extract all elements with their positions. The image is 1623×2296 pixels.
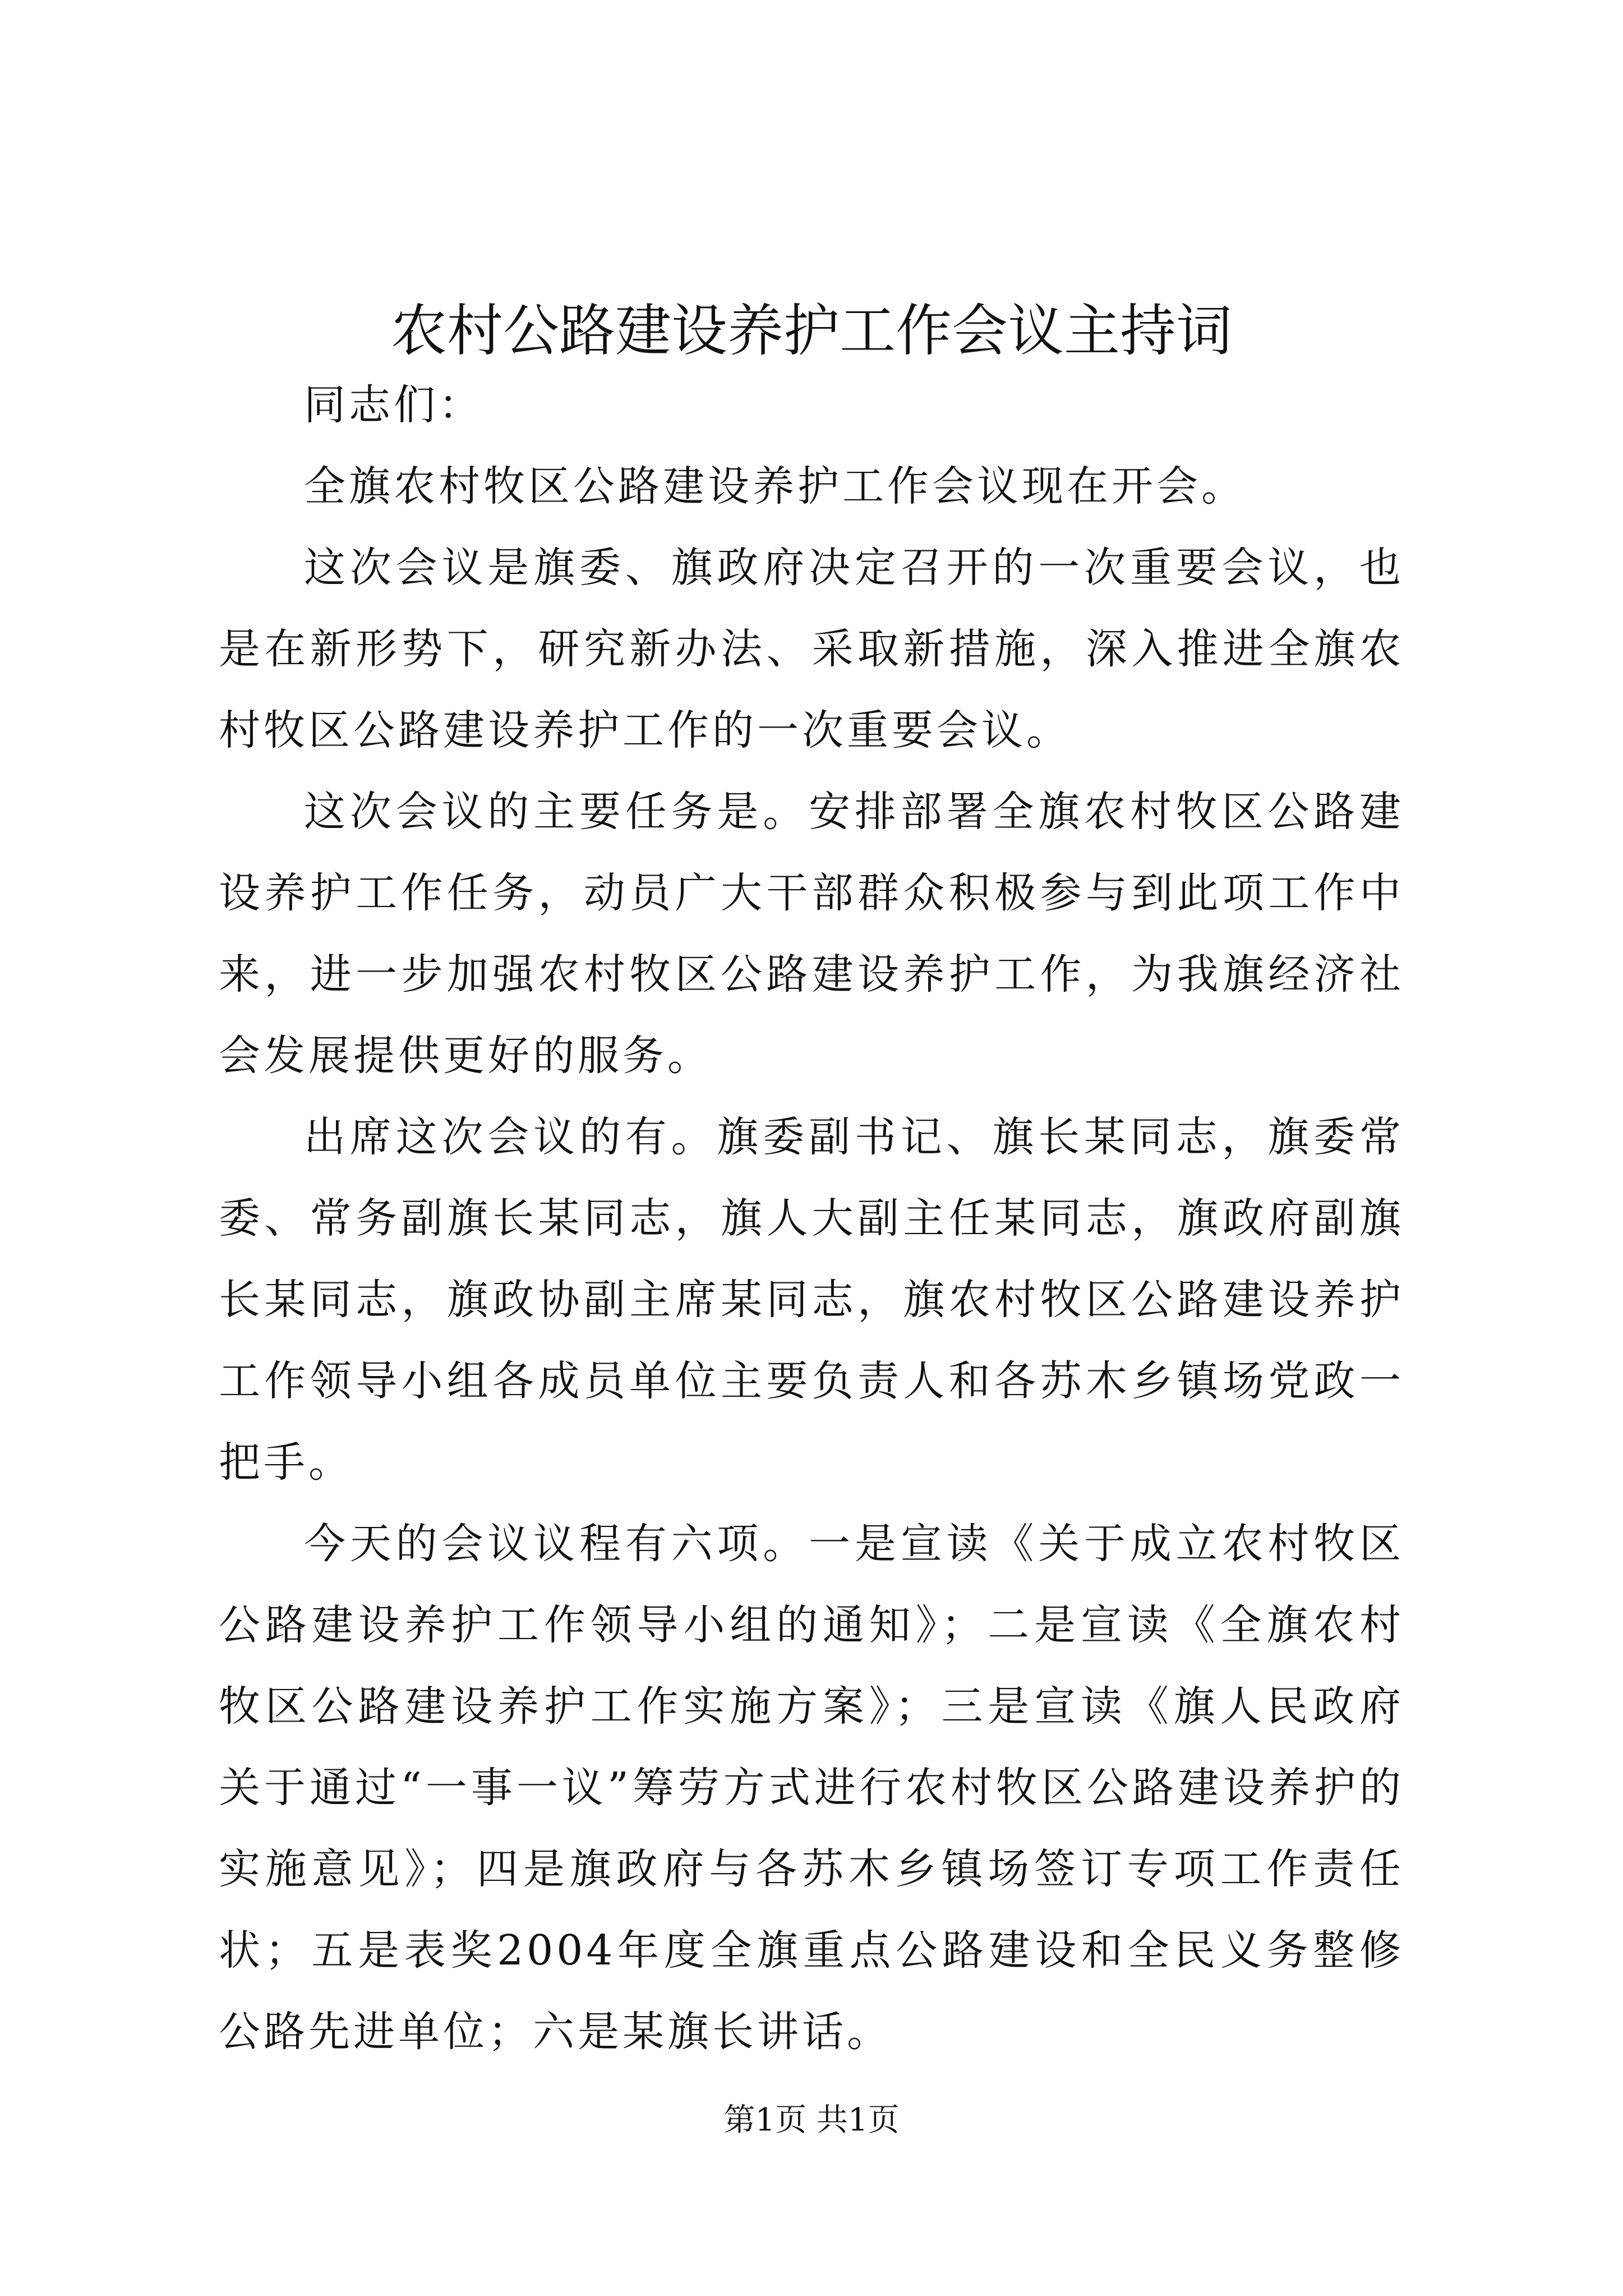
document-title: 农村公路建设养护工作会议主持词 — [391, 298, 1232, 364]
page-number-footer: 第1页 共1页 — [723, 2102, 900, 2138]
opening-paragraph: 全旗农村牧区公路建设养护工作会议现在开会。 — [304, 462, 1246, 510]
agenda-paragraph: 今天的会议议程有六项。一是宣读《关于成立农村牧区公路建设养护工作领导小组的通知》；二是宣读《全旗农村牧区公路建设养护工作实施方案》；三是宣读《旗人民政府关于通过“一事一议”筹劳方式进行农村牧区公路建设养护的实施意见》；四是旗政府与各苏木乡镇场签订专项工作责任状；五是表奖2004年度全旗重点公路建设和全民义务整修公路先进单位；六是某旗长讲话。 — [219, 1520, 1404, 2056]
salutation-paragraph: 同志们： — [304, 381, 483, 429]
document-body — [219, 365, 1404, 2073]
attendees-paragraph: 出席这次会议的有。旗委副书记、旗长某同志，旗委常委、常务副旗长某同志，旗人大副主任某同志，旗政府副旗长某同志，旗政协副主席某同志，旗农村牧区公路建设养护工作领导小组各成员单位主要负责人和各苏木乡镇场党政一把手。 — [219, 1113, 1404, 1487]
meeting-significance-paragraph: 这次会议是旗委、旗政府决定召开的一次重要会议，也是在新形势下，研究新办法、采取新措施，深入推进全旗农村牧区公路建设养护工作的一次重要会议。 — [219, 544, 1404, 754]
meeting-task-paragraph: 这次会议的主要任务是。安排部署全旗农村牧区公路建设养护工作任务，动员广大干部群众积极参与到此项工作中来，进一步加强农村牧区公路建设养护工作，为我旗经济社会发展提供更好的服务。 — [219, 788, 1404, 1080]
